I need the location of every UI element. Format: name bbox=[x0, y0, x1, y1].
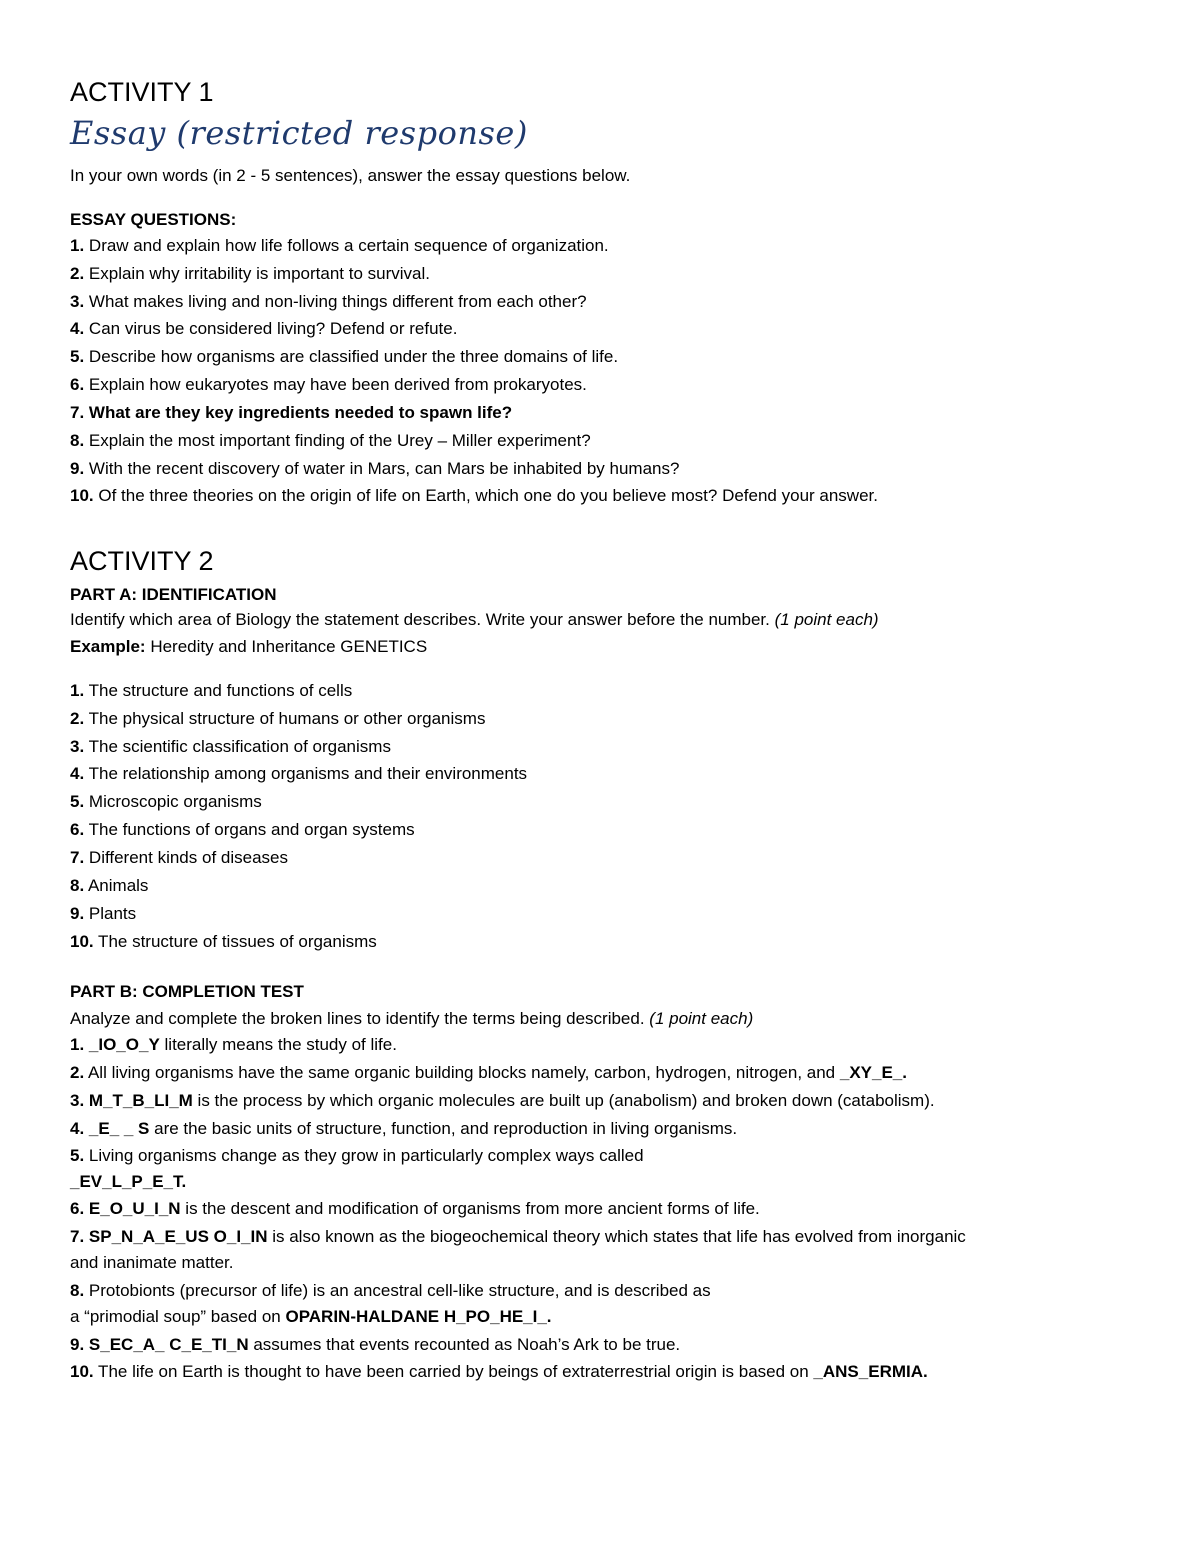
completion-item: 7. SP_N_A_E_US O_I_IN is also known as the biogeochemical theory which states that life has evolved from inorganic bbox=[70, 1227, 966, 1246]
identification-item: 4. The relationship among organisms and their environments bbox=[70, 764, 528, 783]
essay-questions-heading: ESSAY QUESTIONS: bbox=[70, 210, 237, 229]
essay-question: 7. What are they key ingredients needed to spawn life? bbox=[70, 403, 513, 422]
essay-question: 6. Explain how eukaryotes may have been derived from prokaryotes. bbox=[70, 375, 587, 394]
completion-item: 6. E_O_U_I_N is the descent and modification of organisms from more ancient forms of life. bbox=[70, 1199, 760, 1218]
completion-item: 9. S_EC_A_ C_E_TI_N assumes that events recounted as Noah’s Ark to be true. bbox=[70, 1335, 681, 1354]
activity-1-title: ACTIVITY 1 bbox=[70, 77, 214, 107]
activity-1-subtitle: Essay (restricted response) bbox=[70, 114, 528, 152]
identification-item: 9. Plants bbox=[70, 904, 137, 923]
essay-question: 8. Explain the most important finding of the Urey – Miller experiment? bbox=[70, 431, 591, 450]
completion-item: 2. All living organisms have the same organic building blocks namely, carbon, hydrogen, nitrogen, and _XY_E_. bbox=[70, 1063, 907, 1082]
essay-question: 4. Can virus be considered living? Defend or refute. bbox=[70, 319, 458, 338]
completion-item: 3. M_T_B_LI_M is the process by which organic molecules are built up (anabolism) and broken down (catabolism). bbox=[70, 1091, 935, 1110]
completion-item-continued: a “primodial soup” based on OPARIN-HALDANE H_PO_HE_I_. bbox=[70, 1307, 552, 1326]
identification-item: 5. Microscopic organisms bbox=[70, 792, 262, 811]
completion-item: 10. The life on Earth is thought to have been carried by beings of extraterrestrial origin is based on _ANS_ERMIA. bbox=[70, 1362, 928, 1381]
identification-item: 7. Different kinds of diseases bbox=[70, 848, 288, 867]
essay-question: 1. Draw and explain how life follows a certain sequence of organization. bbox=[70, 236, 609, 255]
identification-item: 6. The functions of organs and organ systems bbox=[70, 820, 415, 839]
part-a-instructions: Identify which area of Biology the statement describes. Write your answer before the number. (1 point each) bbox=[70, 610, 879, 629]
completion-item: 1. _IO_O_Y literally means the study of life. bbox=[70, 1035, 397, 1054]
completion-item: 4. _E_ _ S are the basic units of structure, function, and reproduction in living organisms. bbox=[70, 1119, 738, 1138]
activity-1-instructions: In your own words (in 2 - 5 sentences), answer the essay questions below. bbox=[70, 166, 631, 185]
part-a-example: Example: Heredity and Inheritance GENETICS bbox=[70, 637, 428, 656]
completion-item-term: _EV_L_P_E_T. bbox=[70, 1172, 187, 1191]
completion-item: 5. Living organisms change as they grow in particularly complex ways called bbox=[70, 1146, 644, 1165]
activity-2-title: ACTIVITY 2 bbox=[70, 546, 214, 576]
completion-item-continued: and inanimate matter. bbox=[70, 1253, 234, 1272]
essay-question: 2. Explain why irritability is important to survival. bbox=[70, 264, 430, 283]
part-b-heading: PART B: COMPLETION TEST bbox=[70, 982, 304, 1001]
essay-question: 10. Of the three theories on the origin of life on Earth, which one do you believe most? Defend your answer. bbox=[70, 486, 878, 505]
identification-item: 2. The physical structure of humans or other organisms bbox=[70, 709, 486, 728]
part-a-heading: PART A: IDENTIFICATION bbox=[70, 585, 277, 604]
identification-item: 8. Animals bbox=[70, 876, 149, 895]
identification-item: 3. The scientific classification of organisms bbox=[70, 737, 391, 756]
essay-question: 5. Describe how organisms are classified under the three domains of life. bbox=[70, 347, 619, 366]
identification-item: 10. The structure of tissues of organisms bbox=[70, 932, 377, 951]
identification-item: 1. The structure and functions of cells bbox=[70, 681, 353, 700]
essay-question: 9. With the recent discovery of water in Mars, can Mars be inhabited by humans? bbox=[70, 459, 680, 478]
part-b-instructions: Analyze and complete the broken lines to identify the terms being described. (1 point each) bbox=[70, 1009, 754, 1028]
essay-question: 3. What makes living and non-living things different from each other? bbox=[70, 292, 587, 311]
completion-item: 8. Protobionts (precursor of life) is an ancestral cell-like structure, and is described as bbox=[70, 1281, 711, 1300]
